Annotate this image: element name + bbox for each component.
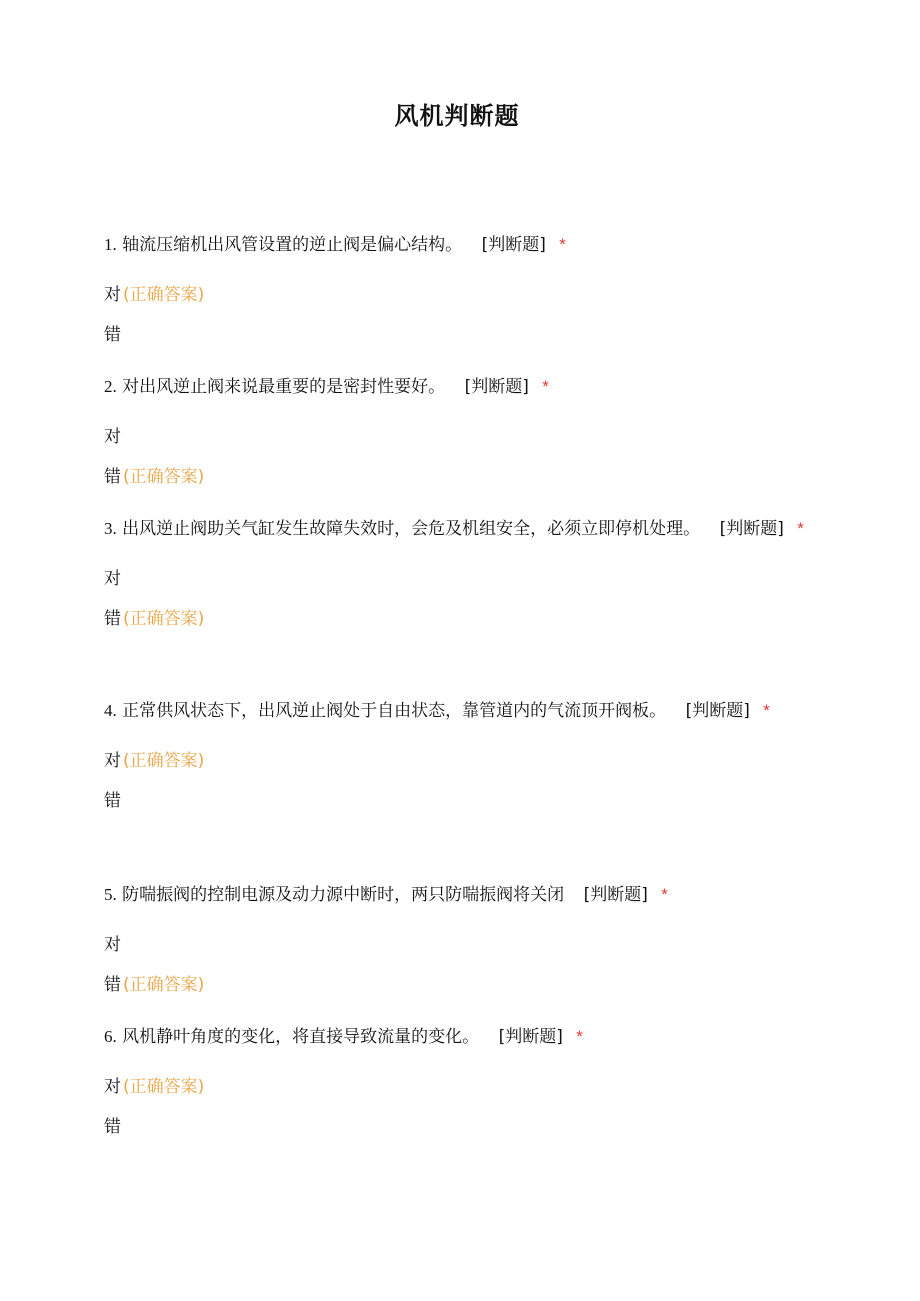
option-label: 错 — [104, 609, 121, 629]
question-1 — [104, 225, 820, 355]
correct-answer-badge: (正确答案) — [123, 751, 205, 771]
option-label: 对 — [104, 285, 121, 305]
option-false[interactable] — [104, 457, 820, 497]
option-label: 错 — [104, 1117, 121, 1137]
required-mark: * — [661, 885, 668, 904]
question-type-label: [判断题] — [685, 701, 750, 721]
required-mark: * — [559, 235, 566, 254]
option-label: 错 — [104, 791, 121, 811]
question-stem: 出风逆止阀助关气缸发生故障失效时，会危及机组安全，必须立即停机处理。 — [122, 519, 701, 539]
option-label: 对 — [104, 751, 121, 771]
option-label: 对 — [104, 569, 121, 589]
question-number: 1. — [104, 235, 117, 254]
question-type-label: [判断题] — [719, 519, 784, 539]
question-text — [104, 509, 820, 549]
option-label: 对 — [104, 935, 121, 955]
option-label: 对 — [104, 1077, 121, 1097]
question-type-label: [判断题] — [464, 377, 529, 397]
option-false[interactable] — [104, 599, 820, 639]
correct-answer-badge: (正确答案) — [123, 1077, 205, 1097]
required-mark: * — [797, 519, 804, 538]
option-true[interactable] — [104, 417, 820, 457]
question-2 — [104, 367, 820, 497]
question-stem: 正常供风状态下，出风逆止阀处于自由状态，靠管道内的气流顶开阀板。 — [122, 701, 667, 721]
required-mark: * — [542, 377, 549, 396]
correct-answer-badge: (正确答案) — [123, 609, 205, 629]
option-false[interactable] — [104, 1107, 820, 1147]
option-label: 错 — [104, 975, 121, 995]
question-text — [104, 367, 820, 407]
question-4 — [104, 691, 820, 821]
question-stem: 防喘振阀的控制电源及动力源中断时，两只防喘振阀将关闭 — [122, 885, 565, 905]
question-stem: 对出风逆止阀来说最重要的是密封性要好。 — [122, 377, 446, 397]
option-true[interactable] — [104, 925, 820, 965]
question-text — [104, 225, 820, 265]
option-false[interactable] — [104, 315, 820, 355]
required-mark: * — [763, 701, 770, 720]
option-false[interactable] — [104, 781, 820, 821]
question-number: 3. — [104, 519, 117, 538]
question-type-label: [判断题] — [498, 1027, 563, 1047]
option-true[interactable] — [104, 275, 820, 315]
option-label: 错 — [104, 325, 121, 345]
option-true[interactable] — [104, 559, 820, 599]
option-label: 错 — [104, 467, 121, 487]
question-stem: 轴流压缩机出风管设置的逆止阀是偏心结构。 — [122, 235, 463, 255]
required-mark: * — [576, 1027, 583, 1046]
option-true[interactable] — [104, 1067, 820, 1107]
question-text — [104, 875, 820, 915]
question-number: 4. — [104, 701, 117, 720]
question-number: 5. — [104, 885, 117, 904]
question-type-label: [判断题] — [583, 885, 648, 905]
question-type-label: [判断题] — [481, 235, 546, 255]
question-number: 2. — [104, 377, 117, 396]
question-stem: 风机静叶角度的变化，将直接导致流量的变化。 — [122, 1027, 480, 1047]
option-false[interactable] — [104, 965, 820, 1005]
question-6 — [104, 1017, 820, 1147]
question-text — [104, 691, 820, 731]
correct-answer-badge: (正确答案) — [123, 285, 205, 305]
correct-answer-badge: (正确答案) — [123, 975, 205, 995]
option-label: 对 — [104, 427, 121, 447]
question-number: 6. — [104, 1027, 117, 1046]
question-text — [104, 1017, 820, 1057]
question-5 — [104, 875, 820, 1005]
option-true[interactable] — [104, 741, 820, 781]
correct-answer-badge: (正确答案) — [123, 467, 205, 487]
question-3 — [104, 509, 820, 639]
page-title: 风机判断题 — [394, 102, 520, 130]
